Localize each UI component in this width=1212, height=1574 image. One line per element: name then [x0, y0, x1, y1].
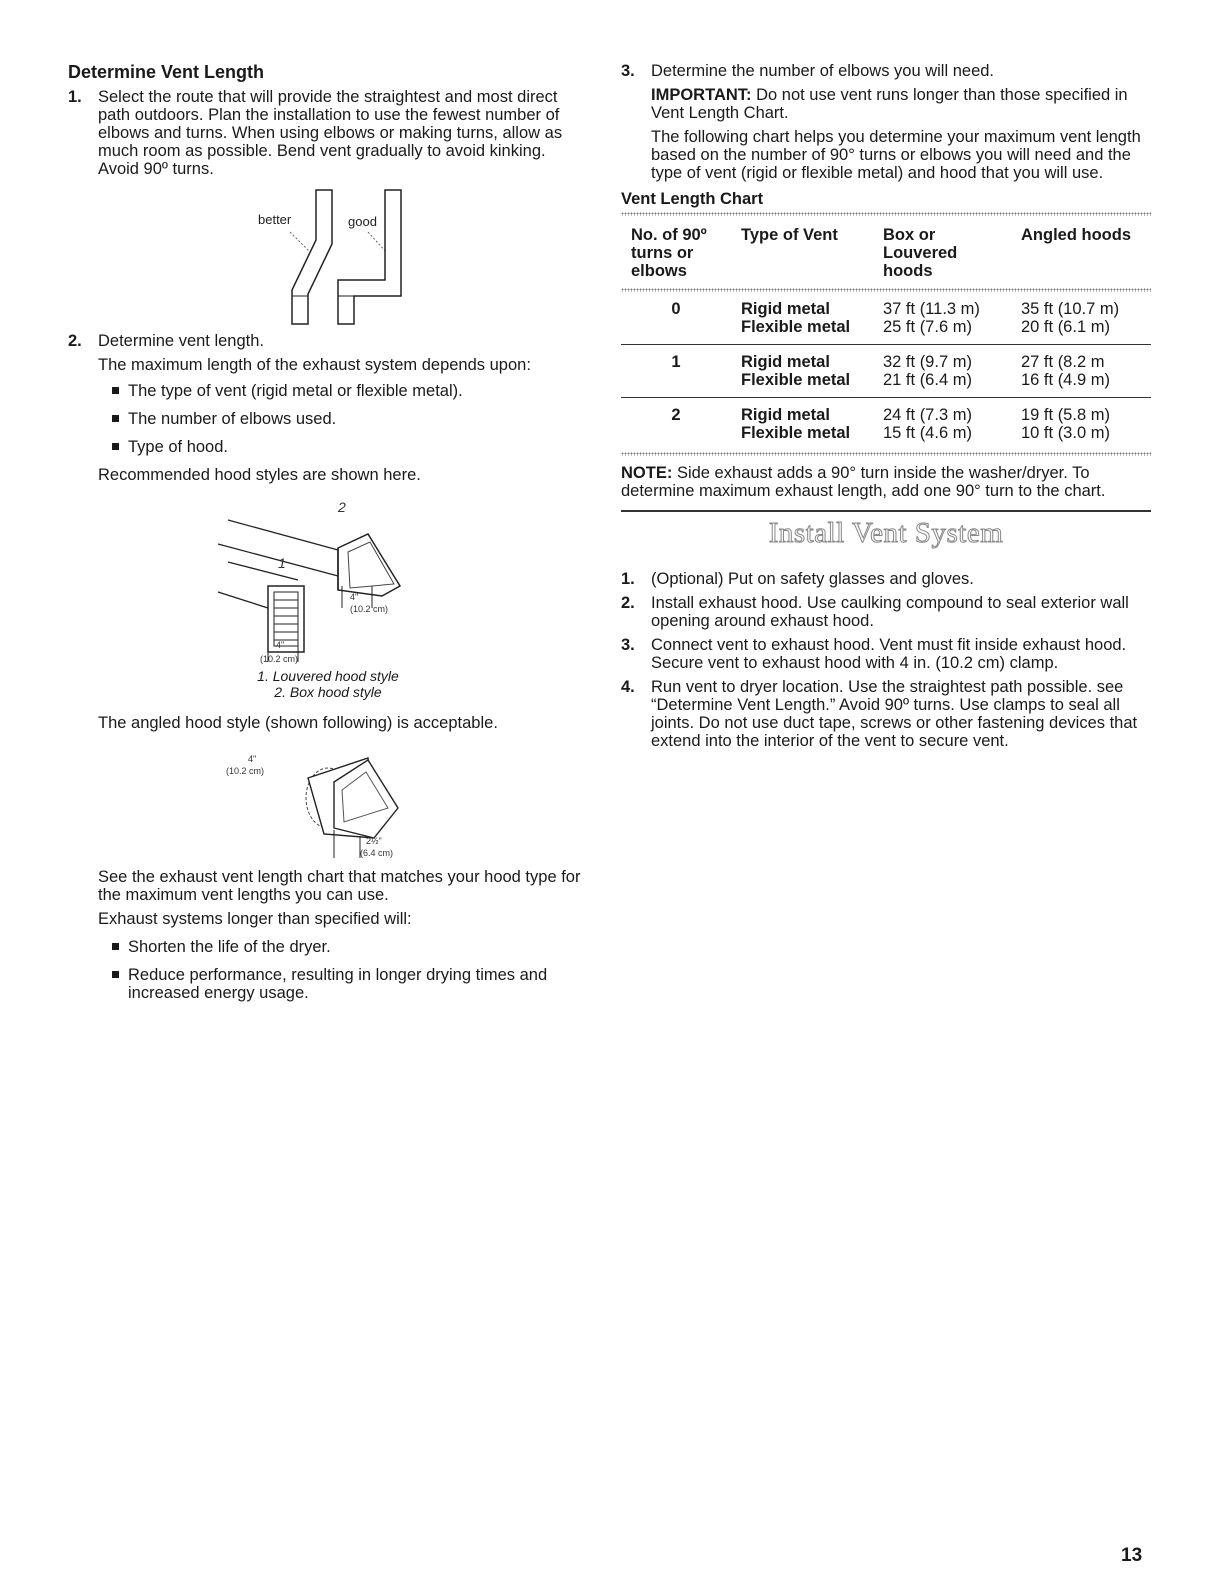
table-header-row [621, 216, 1151, 288]
hood-styles-illustration [98, 490, 588, 666]
list-item [68, 938, 588, 956]
install-step [621, 570, 1151, 588]
page-number: 13 [1121, 1545, 1143, 1566]
louvered-duct-bottom [218, 592, 268, 608]
step-2 [68, 332, 588, 350]
table-row [621, 345, 1151, 398]
install-step-number: 4. [621, 677, 635, 696]
vent-type: Rigid metal [741, 406, 830, 424]
install-step-text: Run vent to dryer location. Use the straightest path possible. see “Determine Vent Length.” Avoid 90º turns. Use clamps to seal all joints. Do not use duct tape, screws or other fastening devices that extend into the interior of the vent to secure vent. [651, 677, 1138, 750]
length-value: 15 ft (4.6 m) [883, 424, 972, 442]
step-3-number: 3. [621, 62, 635, 80]
step-2-sub: The maximum length of the exhaust system depends upon: [98, 356, 531, 374]
list-item-text: Type of hood. [128, 438, 228, 456]
bullet-icon [112, 943, 119, 950]
bullet-icon [112, 971, 119, 978]
vent-type: Flexible metal [741, 371, 851, 389]
vent-length-table [621, 216, 1151, 450]
dotted-divider [621, 452, 1151, 456]
better-leader [290, 232, 312, 254]
cell-type [731, 345, 873, 398]
install-step-number: 3. [621, 635, 635, 654]
louvered-hood-label: 1 [278, 555, 286, 571]
angled-hood-illustration [98, 738, 588, 868]
better-pipe [292, 190, 332, 324]
length-value: 24 ft (7.3 m) [883, 406, 972, 424]
length-value: 21 ft (6.4 m) [883, 371, 972, 389]
angled-hood-text: The angled hood style (shown following) is acceptable. [98, 714, 498, 732]
important-note [651, 86, 1151, 122]
length-value: 25 ft (7.6 m) [883, 318, 972, 336]
caption-box: 2. Box hood style [274, 684, 382, 700]
box-dim-metric: (10.2 cm) [350, 604, 389, 614]
header-turns: No. of 90º turns or elbows [631, 226, 707, 280]
section-title-install-vent-system: Install Vent System [768, 516, 1004, 549]
length-value: 16 ft (4.9 m) [1021, 371, 1110, 389]
angled-dim-metric: (10.2 cm) [226, 766, 265, 776]
cell-turns: 2 [621, 398, 731, 451]
cell-angled [1011, 398, 1151, 451]
heading-determine-vent-length: Determine Vent Length [68, 62, 265, 82]
right-column [621, 62, 1151, 756]
length-value: 37 ft (11.3 m) [883, 300, 980, 318]
step-1-number: 1. [68, 88, 82, 106]
step-1 [68, 88, 588, 178]
see-chart-text: See the exhaust vent length chart that matches your hood type for the maximum vent lengths you can use. [98, 868, 581, 904]
cell-box [873, 398, 1011, 451]
depends-list [68, 382, 588, 456]
bullet-icon [112, 387, 119, 394]
list-item-text: Reduce performance, resulting in longer drying times and increased energy usage. [128, 966, 548, 1002]
install-step [621, 636, 1151, 672]
louvered-hood [268, 586, 304, 652]
install-steps [621, 570, 1151, 750]
good-label: good [348, 214, 377, 229]
list-item [68, 410, 588, 428]
louvered-dim: 4" [276, 640, 285, 650]
box-duct-top [228, 520, 338, 550]
vent-route-illustration [98, 184, 588, 332]
cell-box [873, 292, 1011, 345]
install-step-text: (Optional) Put on safety glasses and gloves. [651, 569, 974, 588]
install-step-text: Connect vent to exhaust hood. Vent must fit inside exhaust hood. Secure vent to exhaust hood with 4 in. (10.2 cm) clamp. [651, 635, 1127, 672]
install-step-number: 2. [621, 593, 635, 612]
cell-turns: 0 [671, 300, 681, 318]
angled-dim: 4" [248, 754, 257, 764]
note-label: NOTE: [621, 464, 673, 482]
list-item [68, 966, 588, 1002]
important-label: IMPORTANT: [651, 86, 752, 104]
header-box: Box or Louvered hoods [883, 226, 958, 280]
step-3-text: Determine the number of elbows you will need. [651, 62, 995, 80]
length-value: 19 ft (5.8 m) [1021, 406, 1110, 424]
list-item-text: Shorten the life of the dryer. [128, 938, 331, 956]
list-item [68, 438, 588, 456]
bullet-icon [112, 415, 119, 422]
header-angled: Angled hoods [1021, 226, 1131, 244]
vent-type: Flexible metal [741, 424, 851, 442]
cell-type [731, 292, 873, 345]
box-hood-label: 2 [338, 499, 346, 515]
cell-box [873, 345, 1011, 398]
length-value: 10 ft (3.0 m) [1021, 424, 1110, 442]
step-2-number: 2. [68, 332, 82, 350]
angled-hood-figure [98, 738, 588, 868]
important-text: Do not use vent runs longer than those specified in Vent Length Chart. [651, 86, 1128, 122]
list-item-text: The number of elbows used. [128, 410, 337, 428]
vent-type: Rigid metal [741, 300, 830, 318]
chart-intro: The following chart helps you determine your maximum vent length based on the number of 90° turns or elbows you will need and the type of vent (rigid or flexible metal) and hood that you will use. [651, 128, 1141, 182]
chart-title: Vent Length Chart [621, 190, 764, 208]
install-step-number: 1. [621, 569, 635, 588]
length-value: 20 ft (6.1 m) [1021, 318, 1110, 336]
install-step [621, 678, 1151, 750]
length-value: 35 ft (10.7 m) [1021, 300, 1120, 318]
good-pipe [338, 190, 401, 324]
cell-angled [1011, 345, 1151, 398]
list-item [68, 382, 588, 400]
vent-route-figure [98, 184, 588, 332]
step-2-text: Determine vent length. [98, 332, 265, 350]
table-row [621, 398, 1151, 451]
note-text: Side exhaust adds a 90° turn inside the washer/dryer. To determine maximum exhaust length, add one 90° turn to the chart. [621, 464, 1106, 500]
louvered-duct-top [228, 562, 298, 580]
section-divider [621, 510, 1151, 512]
box-dim: 4" [350, 592, 359, 602]
length-value: 27 ft (8.2 m [1021, 353, 1105, 371]
cell-type [731, 398, 873, 451]
vent-type: Flexible metal [741, 318, 851, 336]
cell-turns: 1 [621, 345, 731, 398]
vent-type: Rigid metal [741, 353, 830, 371]
left-column [68, 62, 588, 1012]
install-step [621, 594, 1151, 630]
recommended-text: Recommended hood styles are shown here. [98, 466, 421, 484]
louvered-dim-metric: (10.2 cm) [260, 654, 299, 664]
better-label: better [258, 212, 292, 227]
cell-angled [1011, 292, 1151, 345]
caption-louvered: 1. Louvered hood style [257, 668, 399, 684]
header-type: Type of Vent [741, 226, 838, 244]
length-value: 32 ft (9.7 m) [883, 353, 972, 371]
bullet-icon [112, 443, 119, 450]
box-duct-bottom [218, 544, 338, 576]
depth-dim: 2½" [366, 836, 382, 846]
longer-systems-text: Exhaust systems longer than specified will: [98, 910, 412, 928]
depth-dim-metric: (6.4 cm) [360, 848, 394, 858]
install-step-text: Install exhaust hood. Use caulking compound to seal exterior wall opening around exhaust hood. [651, 593, 1129, 630]
side-exhaust-note [621, 464, 1151, 500]
step-3 [621, 62, 1151, 80]
hood-styles-figure [98, 490, 588, 666]
table-row [621, 292, 1151, 345]
list-item-text: The type of vent (rigid metal or flexible metal). [128, 382, 463, 400]
step-1-text: Select the route that will provide the straightest and most direct path outdoors. Plan the installation to use the fewest number of elbows and turns. When using elbows or making turns, allow as much room as possible. Bend vent gradually to avoid kinking. Avoid 90º turns. [98, 88, 563, 178]
